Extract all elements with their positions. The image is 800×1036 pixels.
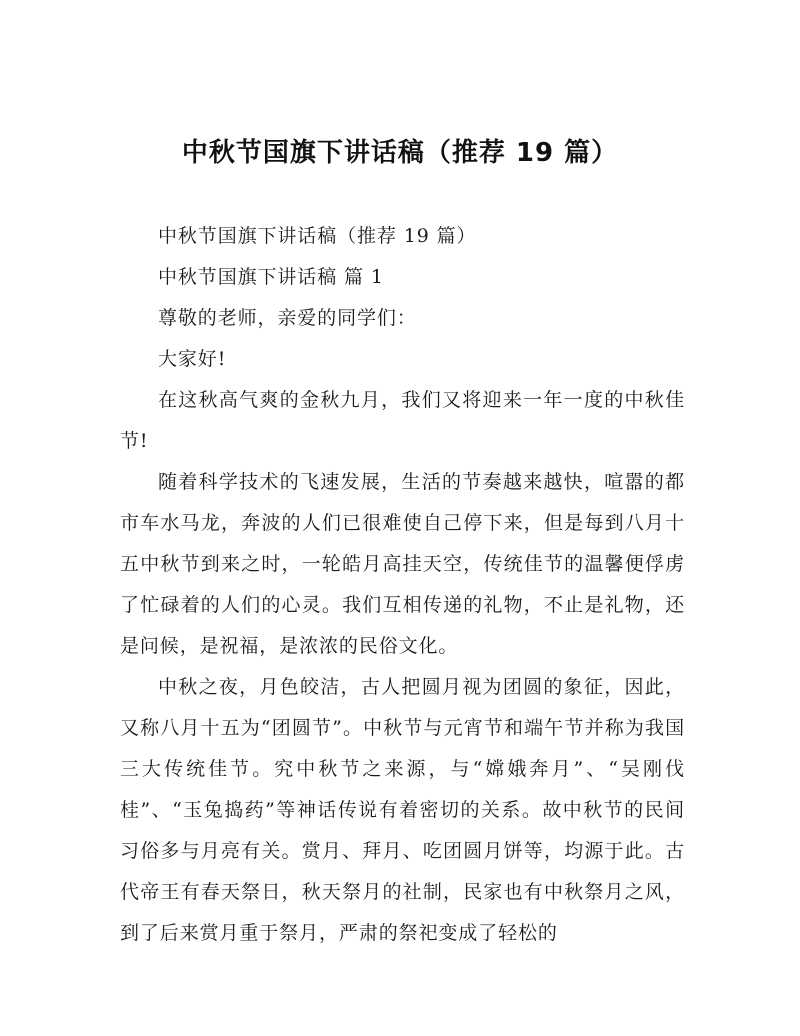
document-body (120, 216, 685, 954)
paragraph-mid-autumn-origin: 中秋之夜，月色皎洁，古人把圆月视为团圆的象征，因此，又称八月十五为“团圆节”。中秋节与元宵节和端午节并称为我国三大传统佳节。究中秋节之来源，与“嫦娥奔月”、“吴刚伐桂”、“玉兔捣药”等神话传说有着密切的关系。故中秋节的民间习俗多与月亮有关。赏月、拜月、吃团圆月饼等，均源于此。古代帝王有春天祭日，秋天祭月的社制，民家也有中秋祭月之风，到了后来赏月重于祭月，严肃的祭祀变成了轻松的 (120, 676, 685, 944)
document-title: 中秋节国旗下讲话稿（推荐 19 篇） (181, 138, 619, 168)
paragraph-section-heading: 中秋节国旗下讲话稿 篇 1 (158, 266, 384, 288)
paragraph-greeting: 大家好! (158, 348, 227, 370)
paragraph-intro: 在这秋高气爽的金秋九月，我们又将迎来一年一度的中秋佳节! (120, 389, 685, 452)
paragraph-subtitle: 中秋节国旗下讲话稿（推荐 19 篇） (158, 225, 477, 247)
paragraph-modern-life: 随着科学技术的飞速发展，生活的节奏越来越快，喧嚣的都市车水马龙，奔波的人们已很难使自己停下来，但是每到八月十五中秋节到来之时，一轮皓月高挂天空，传统佳节的温馨便俘虏了忙碌着的人们的心灵。我们互相传递的礼物，不止是礼物，还是问候，是祝福，是浓浓的民俗文化。 (120, 471, 685, 657)
paragraph-salutation: 尊敬的老师，亲爱的同学们： (158, 307, 417, 329)
